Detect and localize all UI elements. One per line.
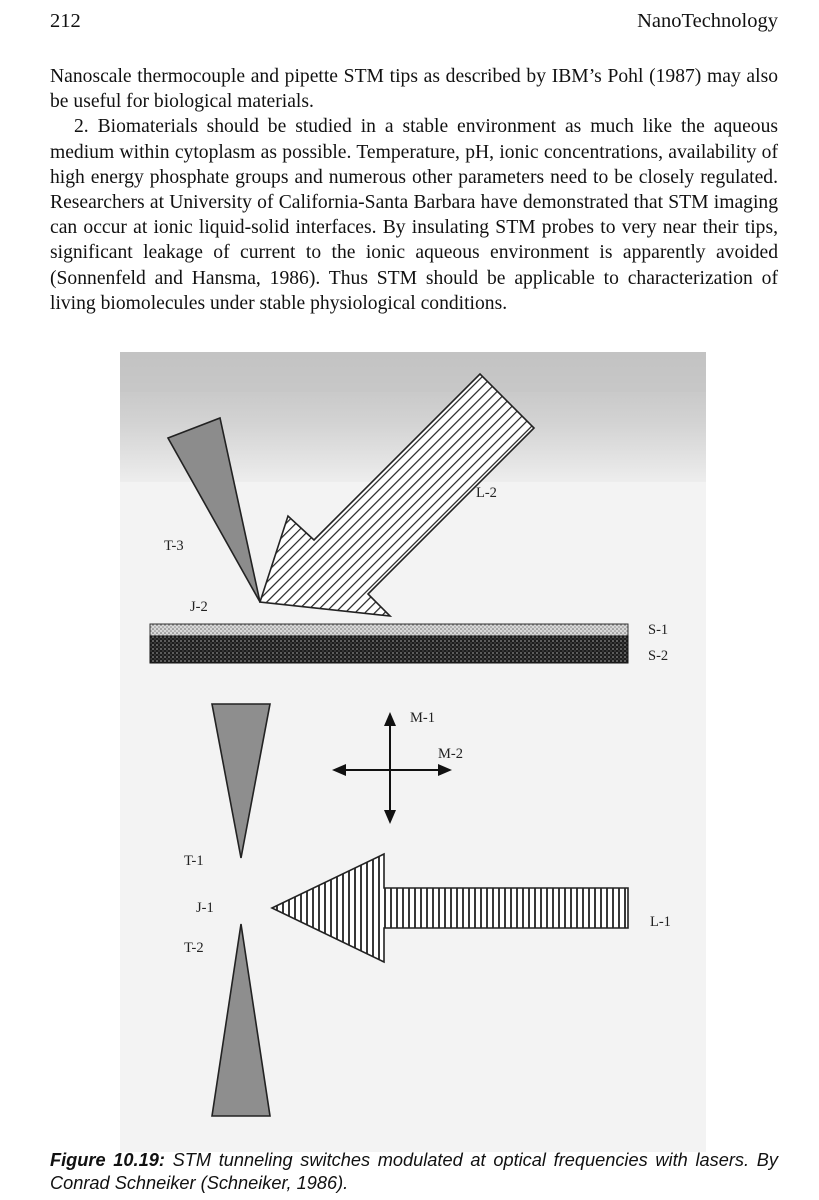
label-t1: T-1 [184, 853, 204, 869]
book-title: NanoTechnology [637, 10, 778, 32]
label-l1: L-1 [650, 914, 671, 930]
label-m2: M-2 [438, 746, 463, 762]
page-number: 212 [50, 10, 81, 32]
paragraph-2: 2. Biomaterials should be studied in a stable environment as much like the aqueous medium within cytoplasm as possible. Temperature, pH, ionic concentrations, availability of high energy phosphate groups and numerous other parameters need to be closely regulated. Researchers at University of California-Santa Barbara have demonstrated that STM imaging can occur at ionic liquid-solid interfaces. By insulating STM probes to very near their tips, significant leakage of current to the ionic aqueous environment is apparently avoided (Sonnenfeld and Hansma, 1986). Thus STM should be applicable to characterization of living biomolecules under stable physiological conditions. [50, 116, 778, 314]
label-j1: J-1 [196, 900, 214, 916]
caption-label: Figure 10.19: [50, 1150, 165, 1170]
paragraph-1: Nanoscale thermocouple and pipette STM tips as described by IBM’s Pohl (1987) may also be useful for biological materials. [50, 66, 778, 113]
label-t2: T-2 [184, 940, 204, 956]
label-s2: S-2 [648, 648, 669, 664]
label-s1: S-1 [648, 622, 669, 638]
figure-diagram [120, 352, 706, 1152]
running-head [50, 10, 778, 40]
body-text [50, 64, 778, 316]
substrate-layer-s2 [150, 636, 628, 663]
figure-background-band [120, 352, 706, 392]
substrate-layer-s1 [150, 624, 628, 636]
figure-stm-tunneling-switches [120, 352, 706, 1152]
label-l2: L-2 [476, 485, 497, 501]
label-m1: M-1 [410, 710, 435, 726]
label-t3: T-3 [164, 538, 184, 554]
caption-text: STM tunneling switches modulated at optical frequencies with lasers. By Conrad Schneiker (Schneiker, 1986). [50, 1150, 778, 1193]
label-j2: J-2 [190, 599, 208, 615]
figure-caption [50, 1149, 778, 1195]
